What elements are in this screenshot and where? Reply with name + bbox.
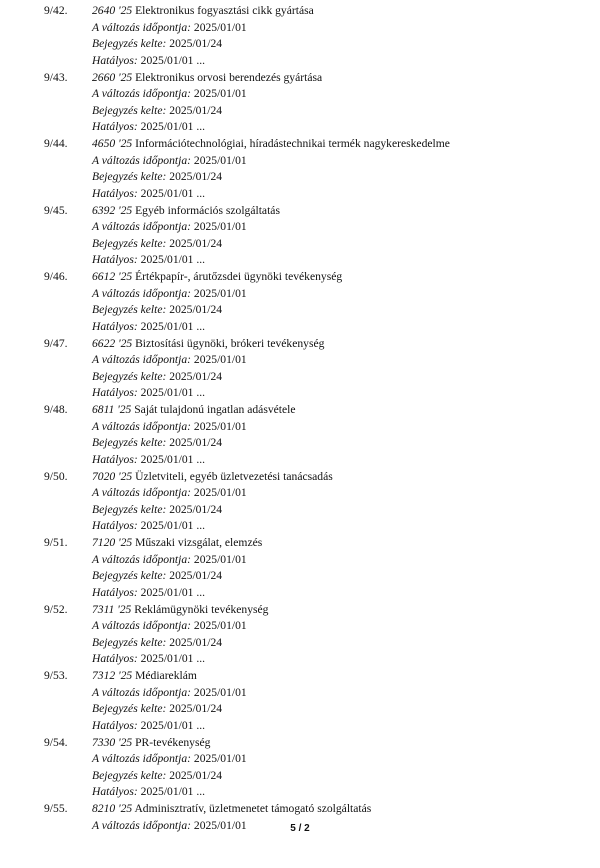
activity-line — [92, 136, 592, 153]
change-date-label: A változás időpontja: — [92, 419, 191, 433]
entry-number: 9/47. — [44, 336, 68, 350]
effective-date-value: 2025/01/01 ... — [140, 53, 206, 67]
change-date-value: 2025/01/01 — [193, 818, 247, 832]
change-date-line — [92, 352, 592, 369]
entry-list — [0, 3, 600, 868]
effective-date-value: 2025/01/01 ... — [140, 585, 206, 599]
entry-date-label: Bejegyzés kelte: — [92, 502, 167, 516]
activity-line — [92, 269, 592, 286]
page-number: 5 / 2 — [290, 823, 310, 834]
effective-date-label: Hatályos: — [92, 386, 138, 400]
change-date-value: 2025/01/01 — [193, 286, 247, 300]
change-date-line — [92, 286, 592, 303]
entry-number: 9/50. — [44, 469, 68, 483]
entry-details — [92, 668, 592, 734]
change-date-line — [92, 419, 592, 436]
entry-date-value: 2025/01/24 — [169, 502, 223, 516]
entry-details — [92, 602, 592, 668]
effective-date-line — [92, 319, 592, 336]
entry-date-label: Bejegyzés kelte: — [92, 436, 167, 450]
change-date-line — [92, 219, 592, 236]
entry-date-label: Bejegyzés kelte: — [92, 768, 167, 782]
entry-date-line — [92, 502, 592, 519]
change-date-line — [92, 751, 592, 768]
change-date-value: 2025/01/01 — [193, 20, 247, 34]
entry-date-line — [92, 302, 592, 319]
change-date-label: A változás időpontja: — [92, 619, 191, 633]
entry-date-value: 2025/01/24 — [169, 635, 223, 649]
activity-entry — [0, 469, 600, 536]
effective-date-label: Hatályos: — [92, 785, 138, 799]
entry-number: 9/55. — [44, 802, 68, 815]
effective-date-label: Hatályos: — [92, 652, 138, 666]
change-date-label: A változás időpontja: — [92, 685, 191, 699]
entry-details — [92, 203, 592, 269]
entry-date-label: Bejegyzés kelte: — [92, 303, 167, 317]
change-date-label: A változás időpontja: — [92, 818, 191, 832]
activity-name: Információtechnológiai, híradástechnikai termék nagykereskedelme — [135, 137, 450, 150]
activity-code: 8210 '25 — [92, 802, 133, 815]
effective-date-value: 2025/01/01 ... — [140, 386, 206, 400]
entry-details — [92, 469, 592, 535]
effective-date-line — [92, 452, 592, 469]
entry-date-label: Bejegyzés kelte: — [92, 702, 167, 716]
entry-date-label: Bejegyzés kelte: — [92, 635, 167, 649]
activity-code: 2640 '25 — [92, 4, 133, 17]
activity-name: PR-tevékenység — [135, 735, 211, 749]
change-date-line — [92, 86, 592, 103]
entry-date-value: 2025/01/24 — [169, 236, 223, 250]
activity-entry — [0, 269, 600, 336]
change-date-value: 2025/01/01 — [193, 419, 247, 433]
activity-code: 7020 '25 — [92, 469, 133, 483]
effective-date-value: 2025/01/01 ... — [140, 319, 206, 333]
effective-date-value: 2025/01/01 ... — [140, 652, 206, 666]
activity-entry — [0, 336, 600, 403]
entry-details — [92, 136, 592, 202]
activity-entry — [0, 668, 600, 735]
effective-date-line — [92, 784, 592, 801]
change-date-label: A változás időpontja: — [92, 87, 191, 101]
change-date-value: 2025/01/01 — [193, 153, 247, 167]
effective-date-line — [92, 53, 592, 70]
activity-name: Üzletviteli, egyéb üzletvezetési tanácsadás — [135, 469, 333, 483]
change-date-value: 2025/01/01 — [193, 87, 247, 101]
change-date-value: 2025/01/01 — [193, 220, 247, 234]
entry-date-line — [92, 369, 592, 386]
change-date-line — [92, 20, 592, 37]
effective-date-label: Hatályos: — [92, 53, 138, 67]
activity-line — [92, 469, 592, 486]
effective-date-label: Hatályos: — [92, 186, 138, 200]
effective-date-value: 2025/01/01 ... — [140, 452, 206, 466]
entry-date-line — [92, 103, 592, 120]
change-date-label: A változás időpontja: — [92, 752, 191, 766]
entry-date-line — [92, 768, 592, 785]
effective-date-value: 2025/01/01 ... — [140, 718, 206, 732]
entry-date-label: Bejegyzés kelte: — [92, 369, 167, 383]
change-date-label: A változás időpontja: — [92, 153, 191, 167]
entry-date-value: 2025/01/24 — [169, 103, 223, 117]
effective-date-label: Hatályos: — [92, 585, 138, 599]
activity-code: 7120 '25 — [92, 536, 133, 549]
effective-date-label: Hatályos: — [92, 519, 138, 533]
activity-code: 6392 '25 — [92, 203, 133, 217]
activity-name: Reklámügynöki tevékenység — [134, 602, 269, 616]
activity-name: Adminisztratív, üzletmenetet támogató szolgáltatás — [134, 802, 372, 815]
activity-entry — [0, 203, 600, 270]
entry-details — [92, 402, 592, 468]
entry-date-label: Bejegyzés kelte: — [92, 103, 167, 117]
entry-date-value: 2025/01/24 — [169, 569, 223, 583]
entry-details — [92, 535, 592, 601]
activity-name: Médiareklám — [135, 669, 197, 682]
entry-date-label: Bejegyzés kelte: — [92, 569, 167, 583]
entry-details — [92, 3, 592, 69]
activity-code: 7330 '25 — [92, 735, 133, 749]
activity-line — [92, 3, 592, 20]
entry-number: 9/42. — [44, 4, 68, 17]
activity-entry — [0, 402, 600, 469]
effective-date-line — [92, 585, 592, 602]
activity-line — [92, 70, 592, 87]
entry-date-label: Bejegyzés kelte: — [92, 37, 167, 51]
activity-line — [92, 801, 592, 818]
entry-date-line — [92, 36, 592, 53]
change-date-line — [92, 685, 592, 702]
change-date-label: A változás időpontja: — [92, 220, 191, 234]
activity-code: 6811 '25 — [92, 403, 132, 416]
activity-line — [92, 203, 592, 220]
effective-date-line — [92, 385, 592, 402]
effective-date-line — [92, 186, 592, 203]
effective-date-label: Hatályos: — [92, 120, 138, 134]
entry-details — [92, 70, 592, 136]
entry-date-value: 2025/01/24 — [169, 369, 223, 383]
activity-name: Elektronikus orvosi berendezés gyártása — [135, 70, 323, 84]
change-date-label: A változás időpontja: — [92, 353, 191, 367]
entry-date-value: 2025/01/24 — [169, 436, 223, 450]
activity-line — [92, 535, 592, 552]
change-date-line — [92, 153, 592, 170]
entry-date-value: 2025/01/24 — [169, 702, 223, 716]
effective-date-label: Hatályos: — [92, 319, 138, 333]
effective-date-label: Hatályos: — [92, 452, 138, 466]
effective-date-label: Hatályos: — [92, 718, 138, 732]
activity-name: Műszaki vizsgálat, elemzés — [135, 536, 263, 549]
activity-code: 7311 '25 — [92, 602, 132, 616]
entry-date-line — [92, 568, 592, 585]
activity-line — [92, 602, 592, 619]
entry-details — [92, 336, 592, 402]
activity-line — [92, 402, 592, 419]
activity-code: 7312 '25 — [92, 669, 133, 682]
activity-line — [92, 735, 592, 752]
change-date-value: 2025/01/01 — [193, 685, 247, 699]
activity-entry — [0, 3, 600, 70]
effective-date-line — [92, 252, 592, 269]
activity-line — [92, 336, 592, 353]
change-date-value: 2025/01/01 — [193, 619, 247, 633]
entry-number: 9/48. — [44, 403, 68, 416]
effective-date-label: Hatályos: — [92, 253, 138, 267]
effective-date-line — [92, 651, 592, 668]
activity-code: 4650 '25 — [92, 137, 133, 150]
activity-entry — [0, 136, 600, 203]
change-date-value: 2025/01/01 — [193, 486, 247, 500]
effective-date-line — [92, 518, 592, 535]
activity-name: Elektronikus fogyasztási cikk gyártása — [135, 4, 314, 17]
effective-date-value: 2025/01/01 ... — [140, 186, 206, 200]
change-date-label: A változás időpontja: — [92, 486, 191, 500]
effective-date-value: 2025/01/01 ... — [140, 519, 206, 533]
entry-details — [92, 269, 592, 335]
change-date-value: 2025/01/01 — [193, 552, 247, 566]
change-date-line — [92, 485, 592, 502]
entry-date-label: Bejegyzés kelte: — [92, 170, 167, 184]
entry-number: 9/45. — [44, 203, 68, 217]
activity-name: Egyéb információs szolgáltatás — [135, 203, 280, 217]
activity-code: 2660 '25 — [92, 70, 133, 84]
change-date-label: A változás időpontja: — [92, 552, 191, 566]
entry-date-line — [92, 701, 592, 718]
change-date-label: A változás időpontja: — [92, 286, 191, 300]
entry-date-line — [92, 236, 592, 253]
entry-details — [92, 735, 592, 801]
effective-date-line — [92, 718, 592, 735]
activity-entry — [0, 602, 600, 669]
change-date-line — [92, 618, 592, 635]
activity-code: 6622 '25 — [92, 336, 133, 350]
entry-number: 9/51. — [44, 536, 68, 549]
entry-date-label: Bejegyzés kelte: — [92, 236, 167, 250]
activity-name: Saját tulajdonú ingatlan adásvétele — [134, 403, 296, 416]
effective-date-value: 2025/01/01 ... — [140, 785, 206, 799]
entry-date-line — [92, 635, 592, 652]
activity-code: 6612 '25 — [92, 270, 133, 283]
entry-number: 9/53. — [44, 669, 68, 682]
change-date-label: A változás időpontja: — [92, 20, 191, 34]
entry-date-value: 2025/01/24 — [169, 170, 223, 184]
effective-date-value: 2025/01/01 ... — [140, 253, 206, 267]
activity-line — [92, 668, 592, 685]
entry-number: 9/44. — [44, 137, 68, 150]
activity-name: Biztosítási ügynöki, brókeri tevékenység — [135, 336, 325, 350]
entry-date-value: 2025/01/24 — [169, 37, 223, 51]
change-date-value: 2025/01/01 — [193, 752, 247, 766]
activity-entry — [0, 735, 600, 802]
entry-date-line — [92, 435, 592, 452]
change-date-value: 2025/01/01 — [193, 353, 247, 367]
activity-entry — [0, 535, 600, 602]
entry-number: 9/54. — [44, 735, 68, 749]
activity-name: Értékpapír-, árutőzsdei ügynöki tevékenység — [135, 270, 343, 283]
effective-date-value: 2025/01/01 ... — [140, 120, 206, 134]
entry-date-line — [92, 169, 592, 186]
effective-date-line — [92, 119, 592, 136]
entry-date-value: 2025/01/24 — [169, 768, 223, 782]
activity-entry — [0, 70, 600, 137]
entry-number: 9/46. — [44, 270, 68, 283]
entry-date-value: 2025/01/24 — [169, 303, 223, 317]
entry-number: 9/43. — [44, 70, 68, 84]
change-date-line — [92, 552, 592, 569]
entry-number: 9/52. — [44, 602, 68, 616]
